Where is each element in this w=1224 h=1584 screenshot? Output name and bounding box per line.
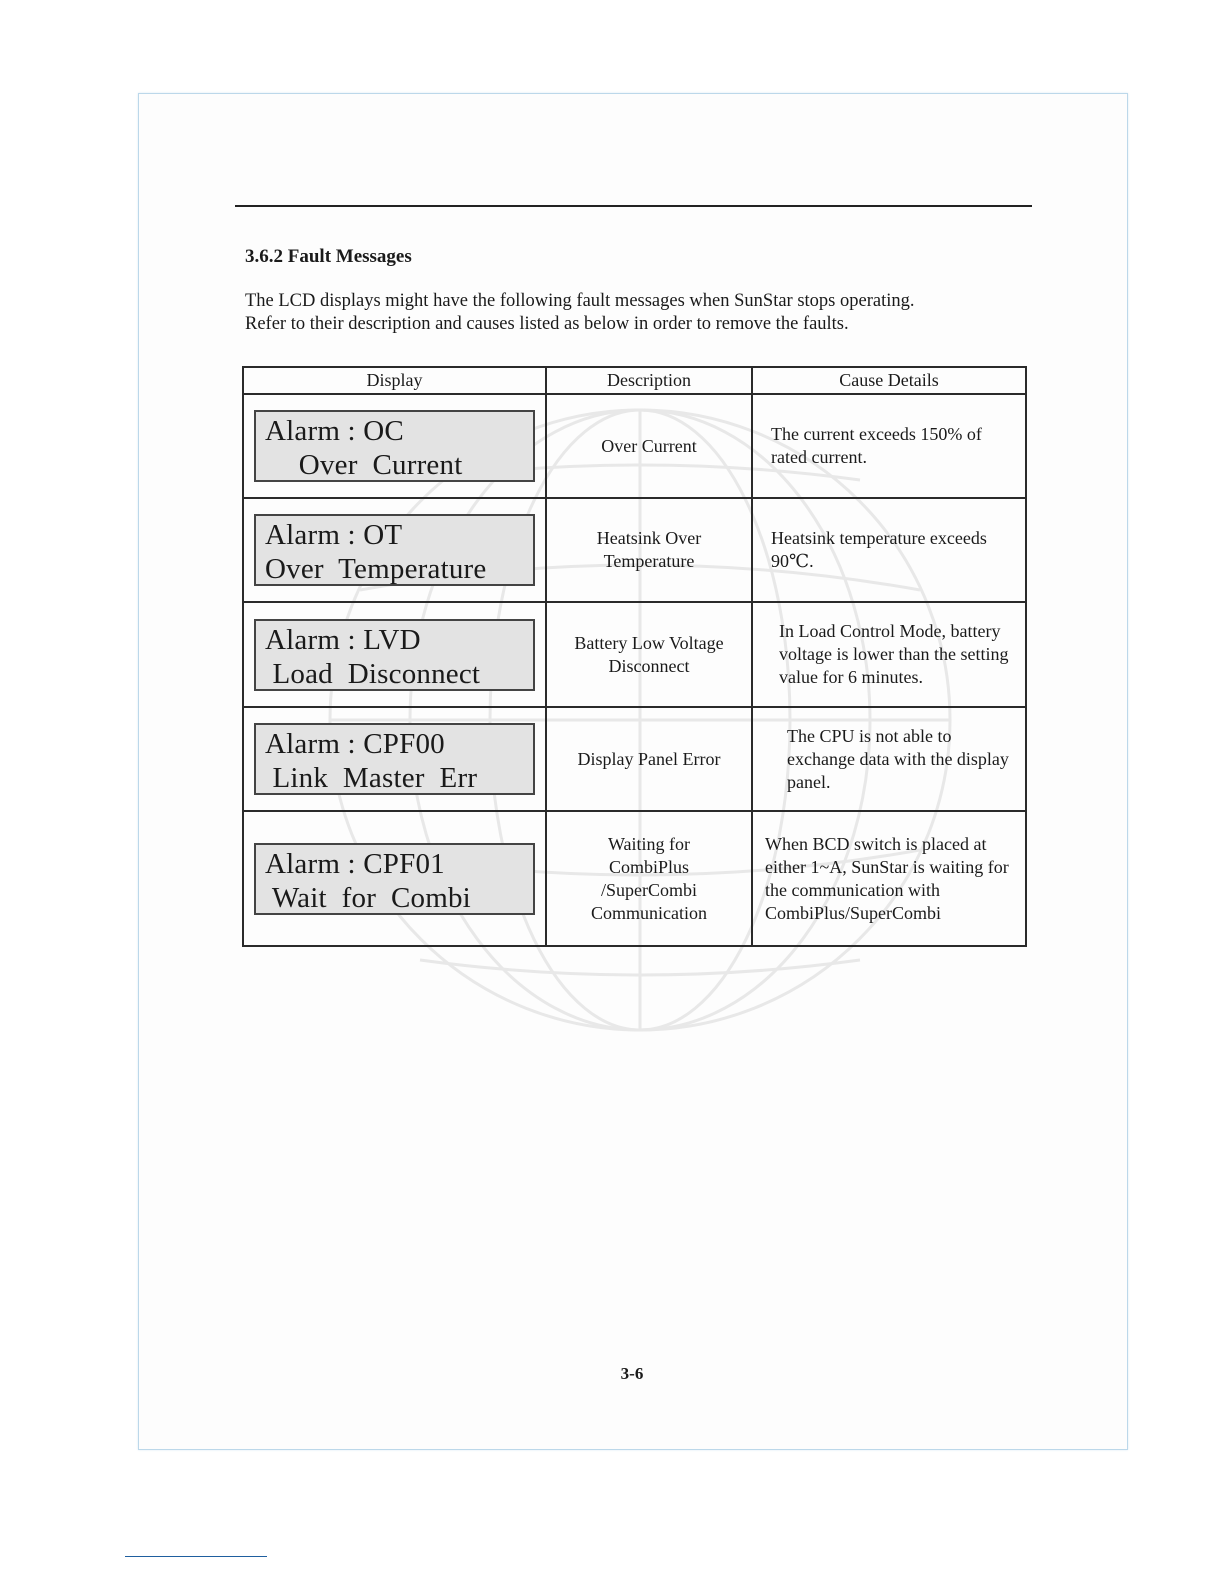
lcd-display bbox=[254, 514, 535, 586]
section-title: 3.6.2 Fault Messages bbox=[245, 246, 412, 267]
intro-line-1: The LCD displays might have the following fault messages when SunStar stops operating. bbox=[245, 291, 915, 311]
footnote-rule bbox=[125, 1556, 267, 1557]
table-row bbox=[243, 707, 1026, 811]
lcd-display bbox=[254, 843, 535, 915]
table-row bbox=[243, 394, 1026, 498]
lcd-line-2: Over Current bbox=[269, 449, 463, 481]
header-cause-details: Cause Details bbox=[752, 367, 1026, 394]
intro-paragraph bbox=[245, 290, 1035, 336]
lcd-line-2: Over Temperature bbox=[265, 553, 487, 585]
cause-cell: The CPU is not able to exchange data with the display panel. bbox=[752, 707, 1026, 811]
cause-cell: The current exceeds 150% of rated current. bbox=[752, 394, 1026, 498]
description-cell: Display Panel Error bbox=[546, 707, 752, 811]
page-number: 3-6 bbox=[620, 1364, 644, 1383]
table-row bbox=[243, 498, 1026, 602]
lcd-line-1: Alarm : LVD bbox=[265, 623, 421, 656]
lcd-display bbox=[254, 410, 535, 482]
description-cell: Waiting for CombiPlus /SuperCombi Communication bbox=[546, 811, 752, 946]
lcd-line-2: Load Disconnect bbox=[265, 657, 481, 690]
cause-cell: When BCD switch is placed at either 1~A, SunStar is waiting for the communication with CombiPlus/SuperCombi bbox=[752, 811, 1026, 946]
description-cell: Heatsink Over Temperature bbox=[546, 498, 752, 602]
lcd-line-2: Link Master Err bbox=[265, 762, 478, 794]
table-row bbox=[243, 811, 1026, 946]
display-cell bbox=[243, 602, 546, 707]
header-description: Description bbox=[546, 367, 752, 394]
header-display: Display bbox=[243, 367, 546, 394]
intro-line-2: Refer to their description and causes listed as below in order to remove the faults. bbox=[245, 314, 849, 334]
lcd-line-1: Alarm : OT bbox=[265, 519, 403, 551]
header-rule bbox=[235, 205, 1032, 207]
table-row bbox=[243, 602, 1026, 707]
display-cell bbox=[243, 498, 546, 602]
lcd-line-2: Wait for Combi bbox=[265, 881, 471, 914]
lcd-display bbox=[254, 723, 535, 795]
fault-messages-table bbox=[242, 366, 1027, 947]
lcd-line-1: Alarm : CPF01 bbox=[265, 847, 445, 880]
lcd-display bbox=[254, 619, 535, 691]
cause-cell: Heatsink temperature exceeds 90℃. bbox=[752, 498, 1026, 602]
lcd-line-1: Alarm : OC bbox=[265, 415, 404, 447]
display-cell bbox=[243, 394, 546, 498]
display-cell bbox=[243, 707, 546, 811]
cause-cell: In Load Control Mode, battery voltage is lower than the setting value for 6 minutes. bbox=[752, 602, 1026, 707]
display-cell bbox=[243, 811, 546, 946]
table-header-row bbox=[243, 367, 1026, 394]
description-cell: Battery Low Voltage Disconnect bbox=[546, 602, 752, 707]
description-cell: Over Current bbox=[546, 394, 752, 498]
lcd-line-1: Alarm : CPF00 bbox=[265, 728, 445, 760]
